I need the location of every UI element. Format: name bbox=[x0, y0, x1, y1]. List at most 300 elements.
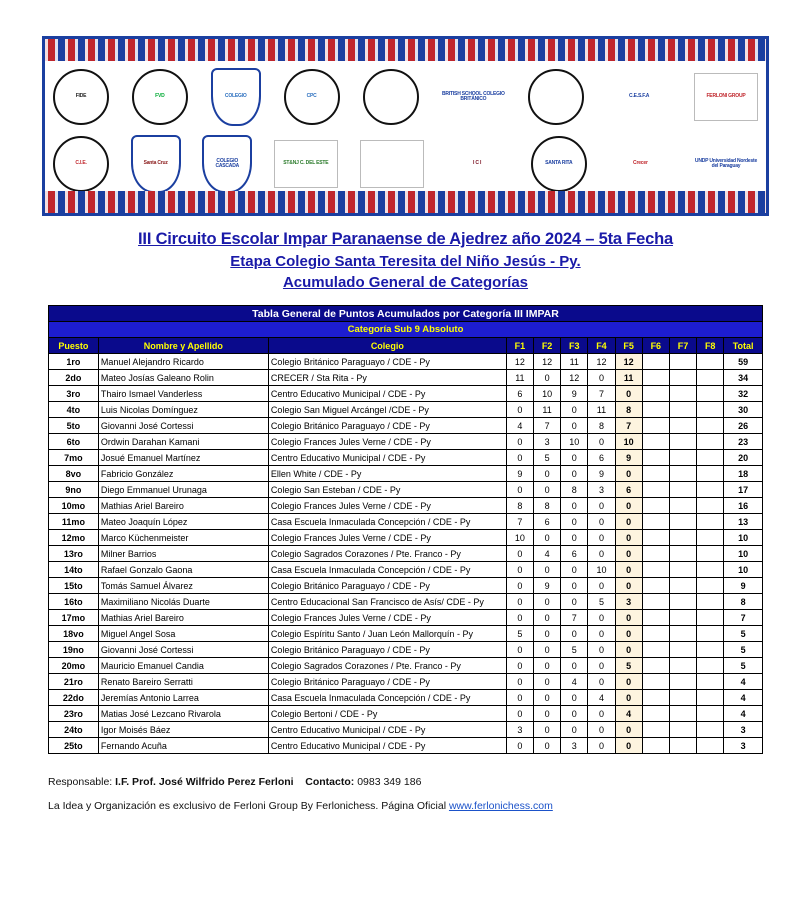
el-redentor-logo: EL REDENTOR bbox=[528, 69, 584, 125]
cell-f8 bbox=[697, 482, 724, 498]
colegio-santa-rita-logo: SANTA RITA bbox=[531, 136, 587, 192]
cell-f6 bbox=[642, 354, 669, 370]
cell-total: 8 bbox=[724, 594, 763, 610]
cell-total: 10 bbox=[724, 546, 763, 562]
cell-colegio: Casa Escuela Inmaculada Concepción / CDE - Py bbox=[268, 514, 506, 530]
cell-f3: 0 bbox=[561, 418, 588, 434]
results-table-wrap bbox=[48, 305, 763, 754]
table-row bbox=[49, 514, 763, 530]
cell-f1: 10 bbox=[506, 530, 533, 546]
cell-f6 bbox=[642, 610, 669, 626]
cell-f1: 0 bbox=[506, 738, 533, 754]
cell-total: 3 bbox=[724, 738, 763, 754]
cell-colegio: Colegio Británico Paraguayo / CDE - Py bbox=[268, 578, 506, 594]
cell-f5: 9 bbox=[615, 450, 642, 466]
table-row bbox=[49, 722, 763, 738]
cell-f5: 0 bbox=[615, 386, 642, 402]
cell-f4: 0 bbox=[588, 674, 615, 690]
cell-puesto: 7mo bbox=[49, 450, 99, 466]
cell-f2: 0 bbox=[533, 738, 560, 754]
table-row bbox=[49, 370, 763, 386]
cell-nombre: Milner Barrios bbox=[98, 546, 268, 562]
cell-f3: 0 bbox=[561, 626, 588, 642]
table-row bbox=[49, 482, 763, 498]
cell-f6 bbox=[642, 370, 669, 386]
cell-total: 4 bbox=[724, 706, 763, 722]
cell-nombre: Maximiliano Nicolás Duarte bbox=[98, 594, 268, 610]
cell-colegio: Colegio Frances Jules Verne / CDE - Py bbox=[268, 434, 506, 450]
cell-colegio: Colegio Sagrados Corazones / Pte. Franco - Py bbox=[268, 546, 506, 562]
column-header-f3: F3 bbox=[561, 338, 588, 354]
cell-f7 bbox=[669, 690, 696, 706]
cell-nombre: Jeremías Antonio Larrea bbox=[98, 690, 268, 706]
table-row bbox=[49, 466, 763, 482]
cell-nombre: Ordwin Darahan Kamani bbox=[98, 434, 268, 450]
cell-f2: 0 bbox=[533, 370, 560, 386]
cell-colegio: Colegio Sagrados Corazones / Pte. Franco - Py bbox=[268, 658, 506, 674]
cell-nombre: Miguel Angel Sosa bbox=[98, 626, 268, 642]
cell-total: 16 bbox=[724, 498, 763, 514]
cell-colegio: Colegio Frances Jules Verne / CDE - Py bbox=[268, 530, 506, 546]
cell-nombre: Thairo Ismael Vanderless bbox=[98, 386, 268, 402]
cell-colegio: Centro Educativo Municipal / CDE - Py bbox=[268, 450, 506, 466]
cell-f8 bbox=[697, 658, 724, 674]
table-row bbox=[49, 530, 763, 546]
table-row bbox=[49, 402, 763, 418]
cell-f4: 0 bbox=[588, 546, 615, 562]
cell-f8 bbox=[697, 642, 724, 658]
table-row bbox=[49, 738, 763, 754]
cell-f3: 0 bbox=[561, 402, 588, 418]
cell-colegio: Casa Escuela Inmaculada Concepción / CDE - Py bbox=[268, 690, 506, 706]
cell-total: 23 bbox=[724, 434, 763, 450]
cell-f5: 0 bbox=[615, 690, 642, 706]
cell-f1: 0 bbox=[506, 450, 533, 466]
cell-f7 bbox=[669, 610, 696, 626]
cpc-logo: CPC bbox=[284, 69, 340, 125]
cell-puesto: 23ro bbox=[49, 706, 99, 722]
cell-f8 bbox=[697, 402, 724, 418]
cell-nombre: Igor Moisés Báez bbox=[98, 722, 268, 738]
cell-f1: 12 bbox=[506, 354, 533, 370]
cell-f2: 8 bbox=[533, 498, 560, 514]
table-row bbox=[49, 578, 763, 594]
cell-f2: 0 bbox=[533, 642, 560, 658]
instituto-privado-santa-cruz-logo: Santa Cruz bbox=[131, 135, 181, 193]
cell-nombre: Rafael Gonzalo Gaona bbox=[98, 562, 268, 578]
cell-f7 bbox=[669, 722, 696, 738]
cell-nombre: Renato Bareiro Serratti bbox=[98, 674, 268, 690]
cell-f1: 0 bbox=[506, 482, 533, 498]
cell-total: 10 bbox=[724, 562, 763, 578]
cell-total: 5 bbox=[724, 658, 763, 674]
official-site-link[interactable]: www.ferlonichess.com bbox=[448, 800, 553, 812]
cell-f2: 0 bbox=[533, 610, 560, 626]
cell-f7 bbox=[669, 354, 696, 370]
responsable-name: I.F. Prof. José Wilfrido Perez Ferloni bbox=[115, 776, 294, 788]
column-header-f1: F1 bbox=[506, 338, 533, 354]
cell-f3: 3 bbox=[561, 738, 588, 754]
cell-f8 bbox=[697, 498, 724, 514]
cell-puesto: 13ro bbox=[49, 546, 99, 562]
cell-f8 bbox=[697, 546, 724, 562]
cell-puesto: 11mo bbox=[49, 514, 99, 530]
cell-f4: 0 bbox=[588, 626, 615, 642]
cell-f7 bbox=[669, 370, 696, 386]
cell-f7 bbox=[669, 498, 696, 514]
cell-puesto: 24to bbox=[49, 722, 99, 738]
banner-stripe-top bbox=[45, 39, 766, 61]
cell-f2: 0 bbox=[533, 562, 560, 578]
cell-f8 bbox=[697, 562, 724, 578]
cell-f5: 0 bbox=[615, 530, 642, 546]
cell-f8 bbox=[697, 466, 724, 482]
cell-f8 bbox=[697, 434, 724, 450]
cell-colegio: Colegio Frances Jules Verne / CDE - Py bbox=[268, 610, 506, 626]
column-header-f7: F7 bbox=[669, 338, 696, 354]
cell-f4: 9 bbox=[588, 466, 615, 482]
cell-f7 bbox=[669, 386, 696, 402]
cell-nombre: Fernando Acuña bbox=[98, 738, 268, 754]
cell-f1: 0 bbox=[506, 578, 533, 594]
cell-f7 bbox=[669, 738, 696, 754]
cesfa-logo: C.E.S.F.A bbox=[607, 72, 671, 122]
cell-f7 bbox=[669, 658, 696, 674]
table-title-row bbox=[49, 306, 763, 322]
cell-f1: 11 bbox=[506, 370, 533, 386]
cell-f2: 5 bbox=[533, 450, 560, 466]
cell-f7 bbox=[669, 674, 696, 690]
cell-f8 bbox=[697, 418, 724, 434]
cell-f5: 0 bbox=[615, 466, 642, 482]
cell-f3: 0 bbox=[561, 690, 588, 706]
cell-total: 4 bbox=[724, 690, 763, 706]
event-stage: Etapa Colegio Santa Teresita del Niño Jesús - Py. bbox=[230, 253, 581, 270]
cell-f5: 0 bbox=[615, 674, 642, 690]
cell-f3: 5 bbox=[561, 642, 588, 658]
table-category-row bbox=[49, 322, 763, 338]
cell-f7 bbox=[669, 578, 696, 594]
cell-puesto: 17mo bbox=[49, 610, 99, 626]
cell-f5: 0 bbox=[615, 562, 642, 578]
cell-f6 bbox=[642, 690, 669, 706]
cell-f2: 12 bbox=[533, 354, 560, 370]
cell-f3: 11 bbox=[561, 354, 588, 370]
cell-nombre: Giovanni José Cortessi bbox=[98, 418, 268, 434]
cell-puesto: 12mo bbox=[49, 530, 99, 546]
undp-logo: UNDP Universidad Nordeste del Paraguay bbox=[694, 139, 758, 189]
cell-f4: 0 bbox=[588, 370, 615, 386]
cell-f7 bbox=[669, 562, 696, 578]
cell-total: 17 bbox=[724, 482, 763, 498]
table-row bbox=[49, 706, 763, 722]
cell-total: 26 bbox=[724, 418, 763, 434]
cell-puesto: 16to bbox=[49, 594, 99, 610]
cell-f2: 0 bbox=[533, 658, 560, 674]
table-row bbox=[49, 354, 763, 370]
cell-f1: 5 bbox=[506, 626, 533, 642]
cell-puesto: 21ro bbox=[49, 674, 99, 690]
cell-f4: 0 bbox=[588, 706, 615, 722]
cell-f6 bbox=[642, 514, 669, 530]
cell-f2: 11 bbox=[533, 402, 560, 418]
cell-total: 3 bbox=[724, 722, 763, 738]
cell-f2: 10 bbox=[533, 386, 560, 402]
event-title: III Circuito Escolar Impar Paranaense de Ajedrez año 2024 – 5ta Fecha bbox=[138, 230, 673, 248]
cell-f6 bbox=[642, 626, 669, 642]
table-row bbox=[49, 658, 763, 674]
cell-f1: 0 bbox=[506, 674, 533, 690]
cell-f6 bbox=[642, 674, 669, 690]
ferloni-group-logo: FERLONI GROUP bbox=[694, 73, 758, 121]
cell-colegio: Centro Educacional San Francisco de Asís/ CDE - Py bbox=[268, 594, 506, 610]
event-subtitle: Acumulado General de Categorías bbox=[282, 274, 529, 291]
cell-nombre: Mathias Ariel Bareiro bbox=[98, 498, 268, 514]
cell-f6 bbox=[642, 738, 669, 754]
cell-f2: 0 bbox=[533, 690, 560, 706]
cell-f2: 0 bbox=[533, 530, 560, 546]
cell-f4: 0 bbox=[588, 642, 615, 658]
club-ajedrez-logo: CLUB bbox=[363, 69, 419, 125]
cell-f3: 0 bbox=[561, 722, 588, 738]
cem-logo: CENTRO EDUCATIVO MUNICIPAL C.D.E. bbox=[360, 140, 424, 188]
cell-colegio: Colegio Británico Paraguayo / CDE - Py bbox=[268, 642, 506, 658]
cell-f7 bbox=[669, 418, 696, 434]
cell-f8 bbox=[697, 706, 724, 722]
table-row bbox=[49, 450, 763, 466]
cell-f2: 0 bbox=[533, 594, 560, 610]
cell-f4: 0 bbox=[588, 738, 615, 754]
cell-f3: 0 bbox=[561, 498, 588, 514]
column-header-f8: F8 bbox=[697, 338, 724, 354]
cell-f1: 3 bbox=[506, 722, 533, 738]
cell-total: 18 bbox=[724, 466, 763, 482]
cell-f7 bbox=[669, 626, 696, 642]
cell-f5: 0 bbox=[615, 610, 642, 626]
cell-puesto: 14to bbox=[49, 562, 99, 578]
cell-f6 bbox=[642, 658, 669, 674]
table-main-header: Tabla General de Puntos Acumulados por Categoría III IMPAR bbox=[49, 306, 763, 322]
cell-f6 bbox=[642, 562, 669, 578]
cell-total: 32 bbox=[724, 386, 763, 402]
cell-colegio: Centro Educativo Municipal / CDE - Py bbox=[268, 738, 506, 754]
cell-puesto: 5to bbox=[49, 418, 99, 434]
cell-f8 bbox=[697, 370, 724, 386]
cell-f1: 0 bbox=[506, 594, 533, 610]
cell-f4: 6 bbox=[588, 450, 615, 466]
sponsor-logo-row-1 bbox=[53, 65, 758, 129]
cell-colegio: Ellen White / CDE - Py bbox=[268, 466, 506, 482]
cell-total: 4 bbox=[724, 674, 763, 690]
cell-f2: 0 bbox=[533, 482, 560, 498]
cell-puesto: 15to bbox=[49, 578, 99, 594]
cell-f1: 4 bbox=[506, 418, 533, 434]
cell-f3: 0 bbox=[561, 658, 588, 674]
cell-f1: 6 bbox=[506, 386, 533, 402]
cell-f5: 0 bbox=[615, 722, 642, 738]
cell-f6 bbox=[642, 530, 669, 546]
cell-f7 bbox=[669, 402, 696, 418]
cell-f3: 7 bbox=[561, 610, 588, 626]
cell-f1: 0 bbox=[506, 546, 533, 562]
cell-colegio: Colegio Frances Jules Verne / CDE - Py bbox=[268, 498, 506, 514]
cell-f3: 4 bbox=[561, 674, 588, 690]
stnj-logo: ST&NJ C. DEL ESTE bbox=[274, 140, 338, 188]
cell-f3: 6 bbox=[561, 546, 588, 562]
cell-puesto: 9no bbox=[49, 482, 99, 498]
cell-f4: 0 bbox=[588, 722, 615, 738]
cell-f4: 0 bbox=[588, 514, 615, 530]
column-header-nombre-y-apellido: Nombre y Apellido bbox=[98, 338, 268, 354]
cell-f7 bbox=[669, 514, 696, 530]
cell-f1: 8 bbox=[506, 498, 533, 514]
cell-f2: 9 bbox=[533, 578, 560, 594]
banner-stripe-bottom bbox=[45, 191, 766, 213]
cell-f4: 12 bbox=[588, 354, 615, 370]
cell-f6 bbox=[642, 450, 669, 466]
colegio-shield-logo: COLEGIO bbox=[211, 68, 261, 126]
cell-f1: 0 bbox=[506, 402, 533, 418]
cell-nombre: Mateo Josías Galeano Rolin bbox=[98, 370, 268, 386]
cell-nombre: Diego Emmanuel Urunaga bbox=[98, 482, 268, 498]
table-row bbox=[49, 626, 763, 642]
cell-f3: 0 bbox=[561, 514, 588, 530]
cell-f2: 7 bbox=[533, 418, 560, 434]
cell-f8 bbox=[697, 514, 724, 530]
table-row bbox=[49, 690, 763, 706]
column-header-f2: F2 bbox=[533, 338, 560, 354]
cell-f1: 0 bbox=[506, 562, 533, 578]
cell-total: 34 bbox=[724, 370, 763, 386]
ici-logo: I C I bbox=[445, 139, 509, 189]
cell-f3: 0 bbox=[561, 466, 588, 482]
results-table-body bbox=[49, 354, 763, 754]
cell-f1: 0 bbox=[506, 642, 533, 658]
cell-f5: 7 bbox=[615, 418, 642, 434]
crecer-logo: Crecer bbox=[608, 139, 672, 189]
cell-f3: 10 bbox=[561, 434, 588, 450]
cell-puesto: 4to bbox=[49, 402, 99, 418]
cell-f2: 0 bbox=[533, 706, 560, 722]
cell-f4: 0 bbox=[588, 498, 615, 514]
table-row bbox=[49, 434, 763, 450]
table-row bbox=[49, 418, 763, 434]
cell-f2: 0 bbox=[533, 626, 560, 642]
cell-f6 bbox=[642, 402, 669, 418]
cell-f2: 0 bbox=[533, 722, 560, 738]
table-row bbox=[49, 546, 763, 562]
cell-f4: 3 bbox=[588, 482, 615, 498]
cell-f3: 0 bbox=[561, 594, 588, 610]
cell-f1: 0 bbox=[506, 690, 533, 706]
colegio-cascada-logo: COLEGIO CASCADA bbox=[202, 135, 252, 193]
cell-nombre: Tomás Samuel Álvarez bbox=[98, 578, 268, 594]
credits-text: La Idea y Organización es exclusivo de Ferloni Group By Ferlonichess. Página Oficial bbox=[48, 800, 449, 812]
cell-total: 9 bbox=[724, 578, 763, 594]
footer-credits-line bbox=[48, 800, 763, 812]
cell-colegio: Colegio San Esteban / CDE - Py bbox=[268, 482, 506, 498]
cell-f3: 0 bbox=[561, 578, 588, 594]
cell-f3: 8 bbox=[561, 482, 588, 498]
cell-f7 bbox=[669, 466, 696, 482]
cell-puesto: 3ro bbox=[49, 386, 99, 402]
responsable-label: Responsable: bbox=[48, 776, 116, 788]
cell-f6 bbox=[642, 642, 669, 658]
cell-f4: 7 bbox=[588, 386, 615, 402]
cell-f6 bbox=[642, 482, 669, 498]
cell-f5: 0 bbox=[615, 738, 642, 754]
cell-f2: 4 bbox=[533, 546, 560, 562]
table-row bbox=[49, 498, 763, 514]
cell-f2: 0 bbox=[533, 674, 560, 690]
cell-puesto: 20mo bbox=[49, 658, 99, 674]
cell-puesto: 1ro bbox=[49, 354, 99, 370]
cell-f5: 0 bbox=[615, 626, 642, 642]
cell-colegio: Colegio Británico Paraguayo / CDE - Py bbox=[268, 354, 506, 370]
table-row bbox=[49, 674, 763, 690]
column-header-f5: F5 bbox=[615, 338, 642, 354]
cell-nombre: Josué Emanuel Martínez bbox=[98, 450, 268, 466]
cell-f8 bbox=[697, 530, 724, 546]
cell-f5: 0 bbox=[615, 578, 642, 594]
cell-f8 bbox=[697, 354, 724, 370]
cell-colegio: Colegio Británico Paraguayo / CDE - Py bbox=[268, 418, 506, 434]
cell-f5: 6 bbox=[615, 482, 642, 498]
column-header-puesto: Puesto bbox=[49, 338, 99, 354]
table-column-header-row bbox=[49, 338, 763, 354]
cell-puesto: 19no bbox=[49, 642, 99, 658]
cell-nombre: Giovanni José Cortessi bbox=[98, 642, 268, 658]
cell-f6 bbox=[642, 594, 669, 610]
cell-f5: 0 bbox=[615, 514, 642, 530]
cell-nombre: Mateo Joaquín López bbox=[98, 514, 268, 530]
cell-colegio: Colegio Espíritu Santo / Juan León Mallorquín - Py bbox=[268, 626, 506, 642]
cell-f8 bbox=[697, 450, 724, 466]
cell-f6 bbox=[642, 434, 669, 450]
cell-f3: 0 bbox=[561, 450, 588, 466]
cell-f4: 0 bbox=[588, 434, 615, 450]
cell-f6 bbox=[642, 578, 669, 594]
cell-f7 bbox=[669, 434, 696, 450]
cell-f5: 5 bbox=[615, 658, 642, 674]
cell-f8 bbox=[697, 674, 724, 690]
column-header-total: Total bbox=[724, 338, 763, 354]
cell-colegio: Casa Escuela Inmaculada Concepción / CDE - Py bbox=[268, 562, 506, 578]
cell-f5: 0 bbox=[615, 546, 642, 562]
cell-f6 bbox=[642, 466, 669, 482]
results-table bbox=[48, 305, 763, 754]
cell-f6 bbox=[642, 722, 669, 738]
cell-f6 bbox=[642, 386, 669, 402]
cell-f5: 0 bbox=[615, 642, 642, 658]
footer-responsable-line bbox=[48, 776, 763, 788]
cell-f7 bbox=[669, 482, 696, 498]
cell-f1: 7 bbox=[506, 514, 533, 530]
cell-f3: 12 bbox=[561, 370, 588, 386]
cell-f5: 0 bbox=[615, 498, 642, 514]
cell-f5: 10 bbox=[615, 434, 642, 450]
cell-f8 bbox=[697, 610, 724, 626]
cell-colegio: Colegio San Miguel Arcángel /CDE - Py bbox=[268, 402, 506, 418]
cell-f7 bbox=[669, 642, 696, 658]
cell-total: 20 bbox=[724, 450, 763, 466]
contacto-value: 0983 349 186 bbox=[357, 776, 422, 788]
cell-f1: 0 bbox=[506, 706, 533, 722]
cell-f5: 12 bbox=[615, 354, 642, 370]
cell-f5: 8 bbox=[615, 402, 642, 418]
fvd-logo: FVD bbox=[132, 69, 188, 125]
cell-puesto: 6to bbox=[49, 434, 99, 450]
